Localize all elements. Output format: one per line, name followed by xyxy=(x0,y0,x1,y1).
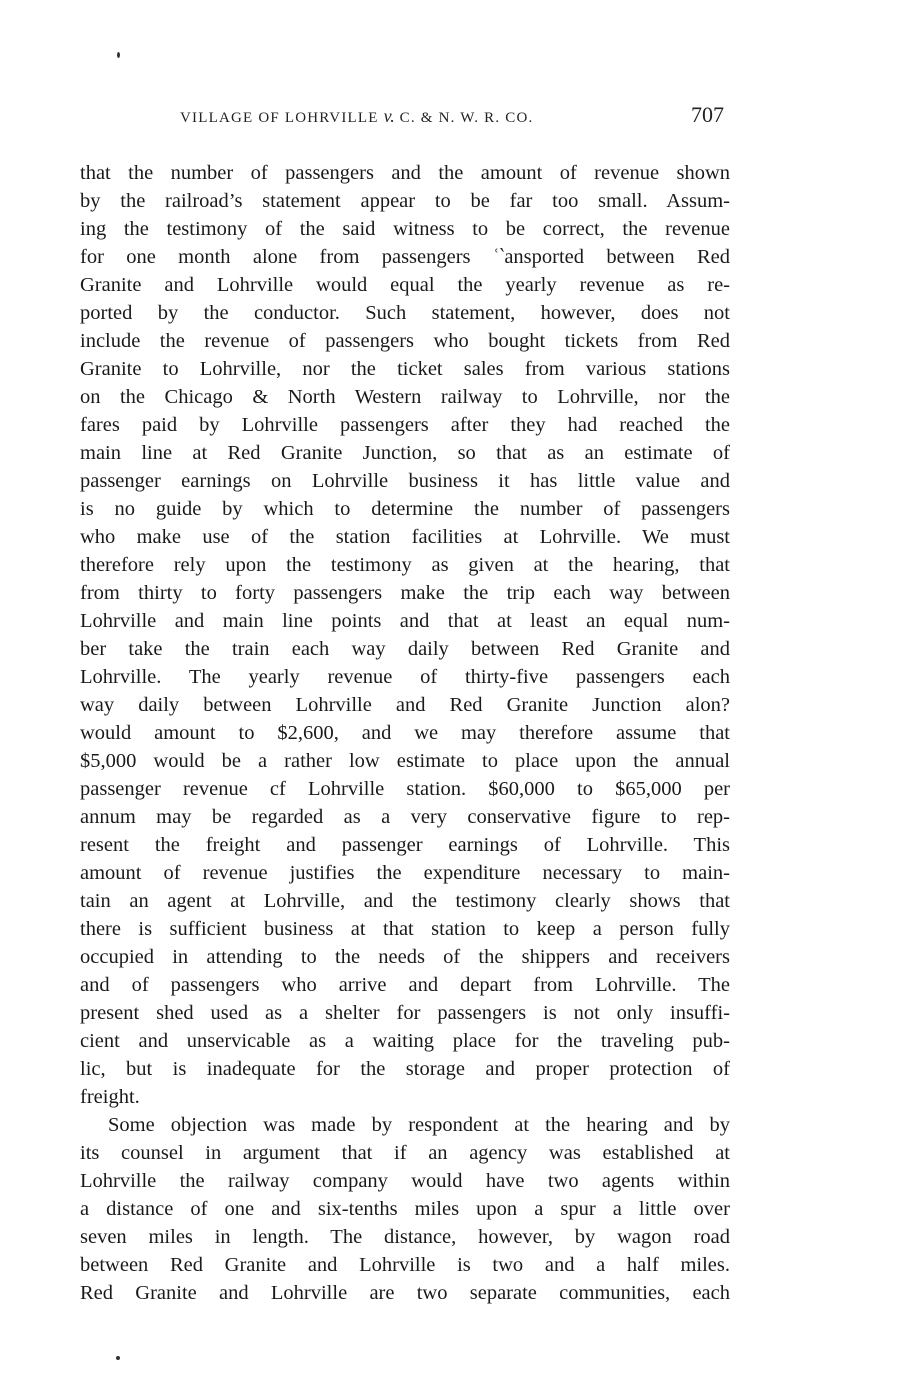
text-line: tain an agent at Lohrville, and the testimony clearly shows that xyxy=(80,890,730,912)
text-line: passenger earnings on Lohrville business it has little value and xyxy=(80,470,730,492)
text-line: by the railroad’s statement appear to be far too small. Assum- xyxy=(80,190,730,212)
text-line: between Red Granite and Lohrville is two and a half miles. xyxy=(80,1254,730,1276)
text-line: Granite to Lohrville, nor the ticket sales from various stations xyxy=(80,358,730,380)
text-line: include the revenue of passengers who bought tickets from Red xyxy=(80,330,730,352)
text-line: present shed used as a shelter for passengers is not only insuffi- xyxy=(80,1002,730,1024)
text-line: freight. xyxy=(80,1086,140,1108)
body-text xyxy=(80,159,730,1307)
text-line: therefore rely upon the testimony as given at the hearing, that xyxy=(80,554,730,576)
text-line: Red Granite and Lohrville are two separate communities, each xyxy=(80,1282,730,1304)
text-line: way daily between Lohrville and Red Granite Junction alon? xyxy=(80,694,730,716)
text-line: passenger revenue cf Lohrville station. $60,000 to $65,000 per xyxy=(80,778,730,800)
running-head xyxy=(80,102,730,132)
text-line: amount of revenue justifies the expenditure necessary to main- xyxy=(80,862,730,884)
text-line: $5,000 would be a rather low estimate to place upon the annual xyxy=(80,750,730,772)
text-line: Some objection was made by respondent at the hearing and by xyxy=(108,1114,730,1136)
paragraph xyxy=(80,1111,730,1307)
text-line: and of passengers who arrive and depart from Lohrville. The xyxy=(80,974,730,996)
paragraph xyxy=(80,159,730,1111)
text-line: annum may be regarded as a very conservative figure to rep- xyxy=(80,806,730,828)
text-line: ing the testimony of the said witness to be correct, the revenue xyxy=(80,218,730,240)
text-line: for one month alone from passengers ʿ‵ansported between Red xyxy=(80,246,730,268)
ink-speck-top xyxy=(117,52,120,58)
text-line: would amount to $2,600, and we may therefore assume that xyxy=(80,722,730,744)
text-line: ber take the train each way daily between Red Granite and xyxy=(80,638,730,660)
text-line: occupied in attending to the needs of the shippers and receivers xyxy=(80,946,730,968)
text-line: a distance of one and six-tenths miles upon a spur a little over xyxy=(80,1198,730,1220)
text-line: ported by the conductor. Such statement, however, does not xyxy=(80,302,730,324)
text-line: Lohrville the railway company would have two agents within xyxy=(80,1170,730,1192)
page-number: 707 xyxy=(691,102,724,127)
text-line: Lohrville and main line points and that at least an equal num- xyxy=(80,610,730,632)
text-line: that the number of passengers and the amount of revenue shown xyxy=(80,162,730,184)
text-line: resent the freight and passenger earnings of Lohrville. This xyxy=(80,834,730,856)
text-line: Lohrville. The yearly revenue of thirty-five passengers each xyxy=(80,666,730,688)
text-line: Granite and Lohrville would equal the yearly revenue as re- xyxy=(80,274,730,296)
running-title-vs: v. xyxy=(383,106,395,126)
text-line: fares paid by Lohrville passengers after they had reached the xyxy=(80,414,730,436)
text-line: seven miles in length. The distance, however, by wagon road xyxy=(80,1226,730,1248)
ink-speck-bottom xyxy=(116,1356,120,1360)
text-line: there is sufficient business at that station to keep a person fully xyxy=(80,918,730,940)
text-line: on the Chicago & North Western railway to Lohrville, nor the xyxy=(80,386,730,408)
running-title-left: VILLAGE OF LOHRVILLE xyxy=(180,110,379,126)
text-line: cient and unservicable as a waiting place for the traveling pub- xyxy=(80,1030,730,1052)
text-line: is no guide by which to determine the number of passengers xyxy=(80,498,730,520)
text-line: from thirty to forty passengers make the trip each way between xyxy=(80,582,730,604)
text-line: lic, but is inadequate for the storage and proper protection of xyxy=(80,1058,730,1080)
running-title xyxy=(180,106,533,127)
running-title-right: C. & N. W. R. CO. xyxy=(399,110,534,126)
text-line: main line at Red Granite Junction, so that as an estimate of xyxy=(80,442,730,464)
text-line: its counsel in argument that if an agency was established at xyxy=(80,1142,730,1164)
text-line: who make use of the station facilities at Lohrville. We must xyxy=(80,526,730,548)
